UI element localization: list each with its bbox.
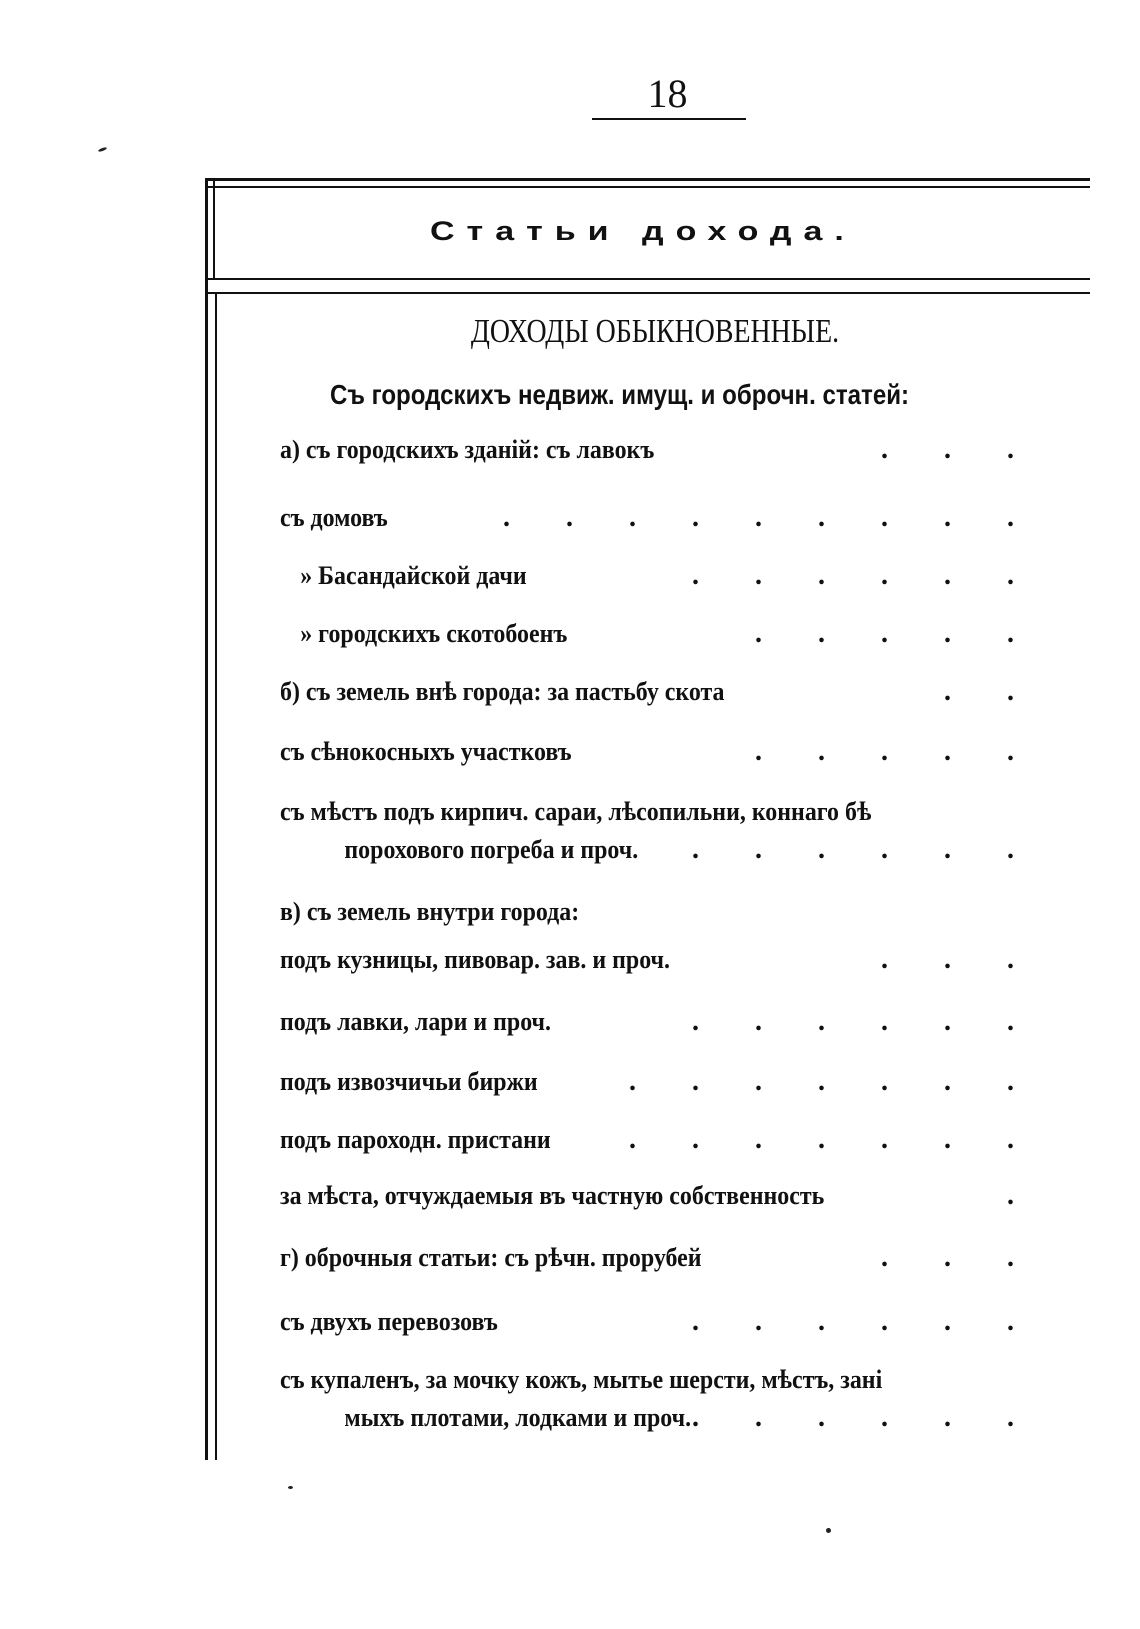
revenue-row [280,1238,1070,1278]
row-leaders: ...... [692,1402,1070,1433]
row-leaders: ..... [755,618,1070,649]
revenue-row [280,1120,1070,1160]
row-label: порохового погреба и проч. [344,835,639,864]
revenue-row [280,556,1070,596]
header-bottom-rule [205,278,1090,280]
row-leaders: ... [881,434,1070,465]
row-label: съ мѣстъ подъ кирпич. сараи, лѣсопильни, коннаго бѣ [280,797,872,826]
revenue-row [280,732,1070,772]
revenue-row [280,940,1070,980]
ink-speck [288,1486,293,1489]
row-label: съ купаленъ, за мочку кожъ, мытье шерсти, мѣстъ, зані [280,1365,883,1394]
row-label: а) съ городскихъ зданій: съ лавокъ [280,435,655,464]
revenue-row [280,430,1070,470]
row-label: подъ кузницы, пивовар. зав. и проч. [280,945,671,974]
ink-speck [98,147,107,153]
row-leaders: ...... [692,1306,1070,1337]
table-left-rule-inner [213,180,215,280]
row-leaders: ......... [503,502,1070,533]
row-leaders: ..... [755,736,1070,767]
revenue-row [280,792,1090,832]
row-label: съ домовъ [280,503,388,532]
page-number-underline [592,118,746,120]
row-label: в) съ земель внутри города: [280,897,580,926]
revenue-group-heading [280,892,1070,932]
subcategory-heading: Съ городскихъ недвиж. имущ. и оброчн. статей: [330,379,910,410]
row-leaders: ...... [692,560,1070,591]
row-label: мыхъ плотами, лодками и проч. [344,1403,692,1432]
row-label: подъ пароходн. пристани [280,1125,551,1154]
revenue-row [280,1062,1070,1102]
row-leaders: ... [881,1242,1070,1273]
revenue-row [280,498,1070,538]
table-left-rule [205,180,208,1460]
revenue-row [280,1002,1070,1042]
section-title: Статьи дохода. [430,216,856,247]
table-left-rule-inner-body [215,292,217,1460]
row-label: подъ лавки, лари и проч. [280,1007,552,1036]
row-leaders: ...... [692,834,1070,865]
table-top-rule [205,178,1090,181]
row-leaders: ....... [629,1066,1070,1097]
row-leaders: ...... [692,1006,1070,1037]
ink-speck [826,1528,831,1533]
row-label: за мѣста, отчуждаемыя въ частную собственность [280,1181,825,1210]
row-label: » городскихъ скотобоенъ [300,619,568,648]
row-label: подъ извозчичьи биржи [280,1067,538,1096]
row-leaders: ....... [629,1124,1070,1155]
row-label: съ двухъ перевозовъ [280,1307,498,1336]
revenue-row [280,614,1070,654]
body-top-rule [205,292,1090,294]
revenue-row [280,1176,1070,1216]
revenue-row [280,672,1070,712]
row-leaders: .. [944,676,1070,707]
revenue-row-continuation [280,1398,1070,1438]
row-label: съ сѣнокосныхъ участковъ [280,737,572,766]
revenue-row [280,1302,1070,1342]
row-label: г) оброчныя статьи: съ рѣчн. прорубей [280,1243,702,1272]
page-number: 18 [647,71,688,116]
row-label: » Басандайской дачи [300,561,527,590]
category-heading: ДОХОДЫ ОБЫКНОВЕННЫЕ. [470,313,840,350]
table-top-rule-thin [205,186,1090,188]
row-label: б) съ земель внѣ города: за пастьбу скота [280,677,725,706]
row-leaders: ... [881,944,1070,975]
revenue-row [280,1360,1090,1400]
revenue-row-continuation [280,830,1070,870]
row-leaders: . [1007,1180,1070,1211]
